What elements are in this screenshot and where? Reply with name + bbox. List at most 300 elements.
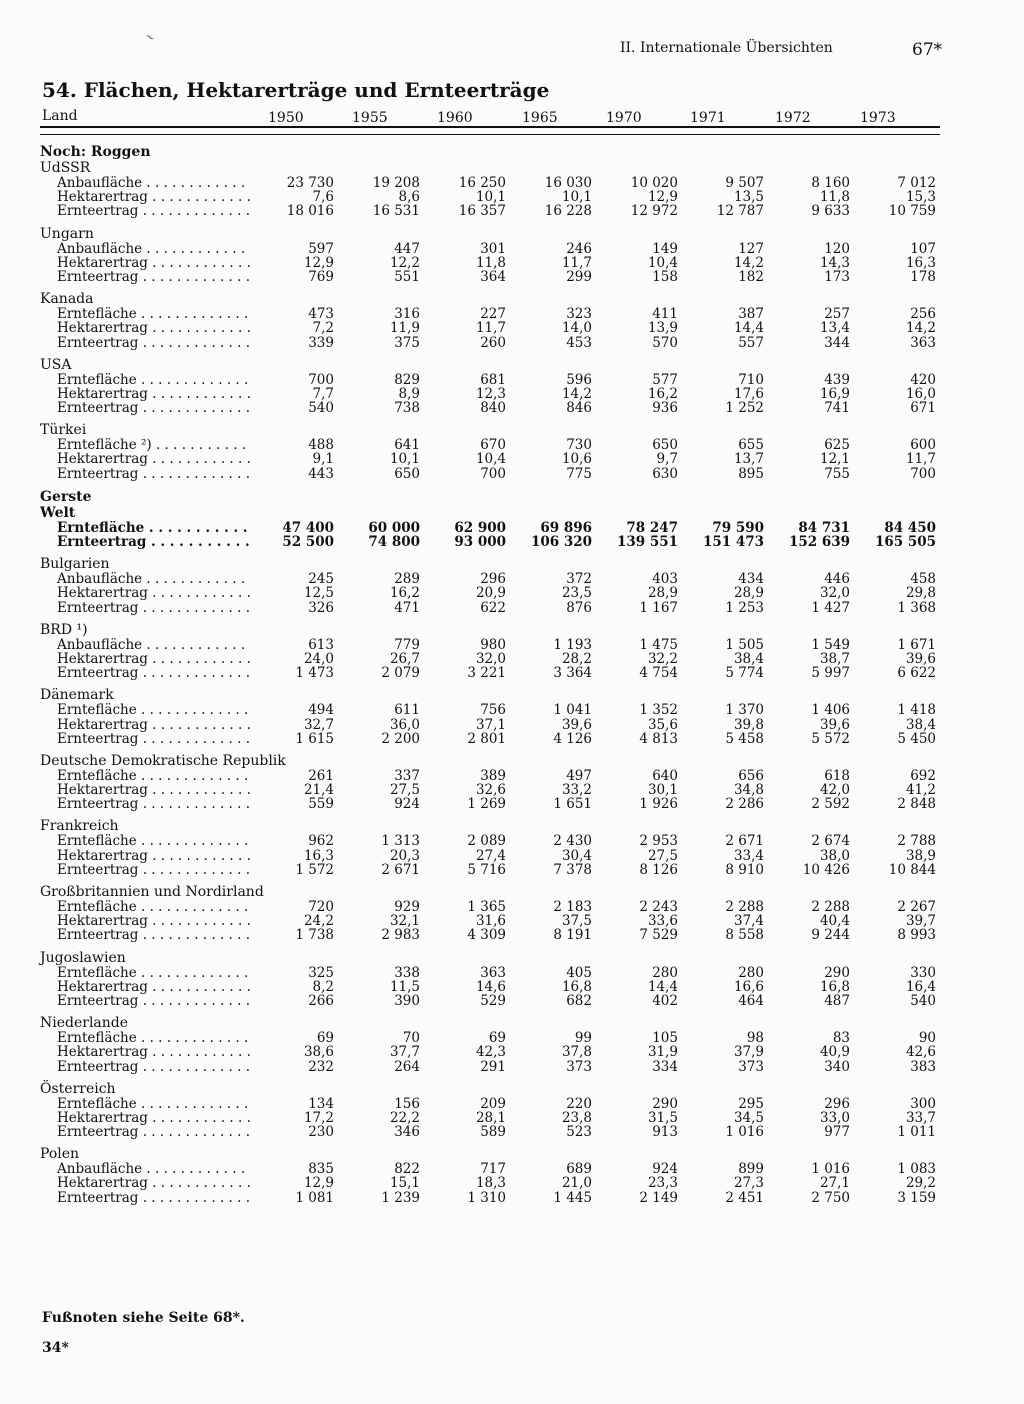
table-cell: 120 [824,240,850,257]
table-cell: 37,5 [561,913,592,930]
table-cell: 70 [402,1030,420,1047]
table-cell: 4 126 [553,730,592,747]
table-row [40,769,940,783]
table-cell: 2 430 [553,833,592,850]
table-cell: 689 [566,1161,592,1178]
table-cell: 178 [910,268,936,285]
table-cell: 289 [394,571,420,588]
table-cell: 2 671 [725,833,764,850]
row-label: Hektarertrag . . . [40,718,250,732]
table-cell: 2 267 [897,899,936,915]
table-cell: 90 [918,1030,936,1047]
country-group [40,358,940,416]
table-cell: 2 183 [553,899,592,915]
table-cell: 39,6 [819,716,850,733]
table-cell: 36,0 [389,716,420,733]
table-cell: 779 [394,636,420,653]
header-rule [40,126,940,128]
table-cell: 11,7 [905,451,936,468]
country-name: Frankreich [40,818,119,835]
country-group [40,292,940,350]
table-cell: 107 [910,240,936,257]
country-group [40,1147,940,1205]
table-cell: 471 [394,599,420,616]
table-cell: 8 558 [725,927,764,944]
table-cell: 158 [652,268,678,285]
table-cell: 12,3 [475,385,506,402]
row-label: Anbaufläche . . . [40,1162,250,1176]
table-cell: 79 590 [712,519,764,536]
table-cell: 2 983 [381,927,420,944]
table-cell: 27,5 [647,847,678,864]
country-group [40,688,940,746]
country-name: Großbritannien und Nordirland [40,884,264,900]
table-cell: 39,7 [905,913,936,930]
table-cell: 1 370 [725,702,764,719]
table-cell: 720 [308,899,334,915]
table-row [40,467,940,481]
table-cell: 33,4 [733,847,764,864]
table-cell: 2 671 [381,861,420,878]
footnote: Fußnoten siehe Seite 68*. [42,1310,245,1326]
table-cell: 650 [652,437,678,454]
table-cell: 1 252 [725,400,764,417]
table-row [40,718,940,732]
table-cell: 2 953 [639,833,678,850]
table-cell: 2 286 [725,796,764,813]
table-row [40,1060,940,1074]
row-label: Erntefläche ²) . . . [40,438,250,452]
table-cell: 1 475 [639,636,678,653]
table-cell: 12,9 [647,189,678,206]
table-cell: 105 [652,1030,678,1047]
table-cell: 692 [910,767,936,784]
row-label: Anbaufläche . . . [40,572,250,586]
row-label: Ernteertrag . . . [40,467,250,481]
running-header: II. Internationale Übersichten [620,40,833,56]
section-heading: Gerste [40,488,92,505]
table-cell: 1 572 [295,861,334,878]
table-cell: 34,8 [733,782,764,799]
table-cell: 38,4 [733,650,764,667]
table-cell: 33,0 [819,1109,850,1126]
row-label: Ernteertrag . . . [40,401,250,415]
table-cell: 42,6 [905,1044,936,1061]
table-cell: 245 [308,571,334,588]
table-cell: 2 788 [897,833,936,850]
table-cell: 10,1 [475,189,506,206]
country-name: Jugoslawien [40,949,126,966]
table-cell: 38,4 [905,716,936,733]
row-label: Erntefläche . . . [40,966,250,980]
country-name: UdSSR [40,160,91,176]
table-cell: 559 [308,796,334,813]
table-cell: 37,9 [733,1044,764,1061]
table-cell: 372 [566,571,592,588]
table-cell: 93 000 [454,534,506,550]
row-label: Hektarertrag . . . [40,914,250,928]
table-cell: 266 [308,992,334,1009]
table-cell: 1 418 [897,702,936,719]
table-cell: 2 750 [811,1189,850,1206]
table-cell: 38,9 [905,847,936,864]
table-cell: 337 [394,767,420,784]
table-cell: 375 [394,334,420,351]
table-cell: 52 500 [282,534,334,550]
table-cell: 13,5 [733,189,764,206]
table-cell: 656 [738,767,764,784]
row-label: Erntefläche . . . [40,373,250,387]
table-cell: 32,0 [475,650,506,667]
table-cell: 14,6 [475,978,506,995]
table-cell: 15,3 [905,189,936,206]
signature-mark: 34* [42,1340,69,1356]
table-cell: 35,6 [647,716,678,733]
table-cell: 11,9 [389,320,420,337]
table-row [40,914,940,928]
table-cell: 8 993 [897,927,936,944]
year-header: 1971 [690,110,726,126]
table-cell: 977 [824,1124,850,1141]
table-cell: 78 247 [626,519,678,536]
table-cell: 730 [566,437,592,454]
country-name: BRD ¹) [40,621,88,638]
table-row [40,849,940,863]
table-cell: 447 [394,240,420,257]
table-row [40,732,940,746]
country-name: Niederlande [40,1015,129,1032]
table-cell: 7,7 [312,385,334,402]
table-cell: 290 [824,964,850,981]
row-label: Ernteertrag . . . [40,270,250,284]
table-cell: 5 774 [725,665,764,682]
table-cell: 446 [824,571,850,588]
row-label: Anbaufläche . . . [40,242,250,256]
table-cell: 1 239 [381,1189,420,1206]
table-cell: 523 [566,1124,592,1141]
table-cell: 2 079 [381,665,420,682]
table-cell: 60 000 [368,519,420,536]
table-cell: 1 445 [553,1189,592,1206]
table-cell: 7 012 [897,175,936,191]
table-cell: 611 [394,702,420,719]
table-cell: 11,5 [389,978,420,995]
table-cell: 2 200 [381,730,420,747]
table-cell: 24,2 [303,913,334,930]
table-cell: 1 193 [553,636,592,653]
table-cell: 10,4 [475,451,506,468]
table-cell: 296 [480,571,506,588]
table-cell: 290 [652,1095,678,1112]
table-cell: 8,9 [398,385,420,402]
table-cell: 681 [480,371,506,388]
table-cell: 10 426 [802,861,850,878]
country-name: Dänemark [40,687,114,704]
table-cell: 9,7 [656,451,678,468]
table-cell: 30,1 [647,782,678,799]
table-cell: 487 [824,992,850,1009]
table-cell: 156 [394,1095,420,1112]
table-title: 54. Flächen, Hektarerträge und Ernteerträge [42,78,550,102]
table-cell: 9 244 [811,927,850,944]
table-cell: 38,0 [819,847,850,864]
table-row [40,256,940,270]
table-cell: 829 [394,371,420,388]
table-cell: 16,4 [905,978,936,995]
table-cell: 12,9 [303,254,334,271]
table-cell: 529 [480,992,506,1009]
table-cell: 98 [746,1030,764,1047]
table-cell: 16,9 [819,385,850,402]
table-cell: 16,3 [905,254,936,271]
table-cell: 1 167 [639,599,678,616]
table-cell: 630 [652,465,678,482]
table-cell: 420 [910,371,936,388]
table-cell: 340 [824,1058,850,1075]
table-cell: 99 [574,1030,592,1047]
table-cell: 16,2 [647,385,678,402]
table-cell: 8 910 [725,861,764,878]
table-cell: 14,4 [647,978,678,995]
table-cell: 835 [308,1161,334,1178]
table-cell: 260 [480,334,506,351]
row-label: Anbaufläche . . . [40,638,250,652]
table-cell: 16 531 [372,203,420,220]
table-cell: 1 253 [725,599,764,616]
row-label: Ernteertrag . . . [40,797,250,811]
row-label: Hektarertrag . . . [40,1111,250,1125]
table-cell: 261 [308,767,334,784]
table-cell: 5 572 [811,730,850,747]
table-cell: 755 [824,465,850,482]
table-cell: 488 [308,437,334,454]
country-group [40,161,940,219]
table-row [40,1125,940,1139]
country-group [40,423,940,481]
table-cell: 1 016 [725,1124,764,1141]
table-row [40,190,940,204]
table-cell: 840 [480,400,506,417]
table-cell: 741 [824,400,850,417]
row-label: Anbaufläche . . . [40,176,250,190]
table-cell: 69 [488,1030,506,1047]
table-cell: 14,4 [733,320,764,337]
table-cell: 11,7 [475,320,506,337]
table-cell: 39,8 [733,716,764,733]
table-cell: 14,2 [905,320,936,337]
table-cell: 11,8 [819,189,850,206]
table-cell: 151 473 [702,534,764,550]
table-cell: 700 [910,465,936,482]
table-cell: 13,7 [733,451,764,468]
table-row [40,535,940,549]
table-cell: 28,1 [475,1109,506,1126]
row-label: Erntefläche . . . [40,703,250,717]
table-cell: 62 900 [454,519,506,536]
table-cell: 8 160 [811,175,850,191]
table-cell: 389 [480,767,506,784]
row-label: Ernteertrag . . . [40,601,250,615]
table-cell: 1 926 [639,796,678,813]
table-cell: 16,8 [819,978,850,995]
table-cell: 5 997 [811,665,850,682]
row-label: Hektarertrag . . . [40,387,250,401]
table-cell: 37,7 [389,1044,420,1061]
table-cell: 12,2 [389,254,420,271]
table-cell: 1 738 [295,927,334,944]
table-cell: 326 [308,599,334,616]
table-cell: 7 378 [553,861,592,878]
table-cell: 16,8 [561,978,592,995]
table-cell: 497 [566,767,592,784]
table-row [40,270,940,284]
table-cell: 16 030 [544,175,592,191]
table-cell: 1 365 [467,899,506,915]
table-cell: 434 [738,571,764,588]
table-row [40,521,940,535]
year-header: 1972 [775,110,811,126]
table-cell: 26,7 [389,650,420,667]
year-header: 1950 [268,110,304,126]
table-cell: 1 368 [897,599,936,616]
table-cell: 846 [566,400,592,417]
table-cell: 300 [910,1095,936,1112]
table-cell: 3 221 [467,665,506,682]
table-cell: 1 427 [811,599,850,616]
year-header: 1960 [437,110,473,126]
table-cell: 31,9 [647,1044,678,1061]
table-cell: 10 020 [630,175,678,191]
table-cell: 1 011 [897,1124,936,1141]
country-name: Ungarn [40,225,94,242]
table-cell: 346 [394,1124,420,1141]
table-cell: 23,5 [561,585,592,602]
row-label: Hektarertrag . . . [40,256,250,270]
table-cell: 256 [910,306,936,323]
table-row [40,994,940,1008]
table-cell: 295 [738,1095,764,1112]
row-label: Erntefläche . . . [40,834,250,848]
table-cell: 31,6 [475,913,506,930]
country-group [40,557,940,615]
row-label: Erntefläche . . . [40,1097,250,1111]
scan-mark: ~ [142,28,158,46]
row-label: Ernteertrag . . . [40,1191,250,1205]
table-cell: 600 [910,437,936,454]
table-cell: 8 191 [553,927,592,944]
table-cell: 364 [480,268,506,285]
table-cell: 23,8 [561,1109,592,1126]
country-name: Bulgarien [40,556,110,573]
table-cell: 344 [824,334,850,351]
table-cell: 387 [738,306,764,323]
table-cell: 127 [738,240,764,257]
table-cell: 1 549 [811,636,850,653]
table-cell: 149 [652,240,678,257]
table-cell: 655 [738,437,764,454]
table-cell: 10 759 [888,203,936,220]
table-row [40,834,940,848]
country-group [40,227,940,285]
table-cell: 296 [824,1095,850,1112]
table-cell: 383 [910,1058,936,1075]
table-cell: 682 [566,992,592,1009]
table-row [40,1191,940,1205]
table-row [40,401,940,415]
country-name: Österreich [40,1080,116,1097]
table-cell: 280 [652,964,678,981]
table-cell: 8 126 [639,861,678,878]
table-row [40,373,940,387]
table-cell: 453 [566,334,592,351]
table-row [40,572,940,586]
row-label: Erntefläche . . . [40,521,250,535]
table-cell: 27,3 [733,1175,764,1192]
table-cell: 540 [910,992,936,1009]
table-cell: 325 [308,964,334,981]
table-cell: 12 787 [716,203,764,220]
table-cell: 929 [394,899,420,915]
table-cell: 16 250 [458,175,506,191]
table-cell: 8,6 [398,189,420,206]
table-cell: 23 730 [286,175,334,191]
row-label: Ernteertrag . . . [40,535,250,549]
table-cell: 700 [308,371,334,388]
table-cell: 16,2 [389,585,420,602]
table-cell: 4 754 [639,665,678,682]
table-cell: 14,2 [561,385,592,402]
table-cell: 464 [738,992,764,1009]
table-cell: 69 [316,1030,334,1047]
table-row [40,666,940,680]
table-cell: 84 731 [798,519,850,536]
table-cell: 13,4 [819,320,850,337]
table-cell: 373 [566,1058,592,1075]
table-cell: 40,4 [819,913,850,930]
table-row [40,966,940,980]
table-cell: 173 [824,268,850,285]
data-table [40,140,940,1213]
row-label: Hektarertrag . . . [40,190,250,204]
table-cell: 13,9 [647,320,678,337]
table-cell: 1 615 [295,730,334,747]
country-name: Deutsche Demokratische Republik [40,752,286,769]
table-cell: 69 896 [540,519,592,536]
row-label: Hektarertrag . . . [40,586,250,600]
table-cell: 209 [480,1095,506,1112]
country-group [40,885,940,943]
table-cell: 7 529 [639,927,678,944]
table-cell: 47 400 [282,519,334,536]
table-cell: 924 [652,1161,678,1178]
table-cell: 12,9 [303,1175,334,1192]
table-cell: 74 800 [368,534,420,550]
table-cell: 895 [738,465,764,482]
table-cell: 2 288 [725,899,764,915]
table-cell: 16,3 [303,847,334,864]
country-group [40,819,940,877]
row-label: Ernteertrag . . . [40,928,250,942]
table-cell: 33,7 [905,1109,936,1126]
table-row [40,900,940,914]
country-group [40,951,940,1009]
country-name: Türkei [40,422,87,439]
table-cell: 2 451 [725,1189,764,1206]
column-header-land: Land [42,108,78,124]
table-cell: 20,9 [475,585,506,602]
table-row [40,387,940,401]
header-rule-lower [40,134,940,135]
